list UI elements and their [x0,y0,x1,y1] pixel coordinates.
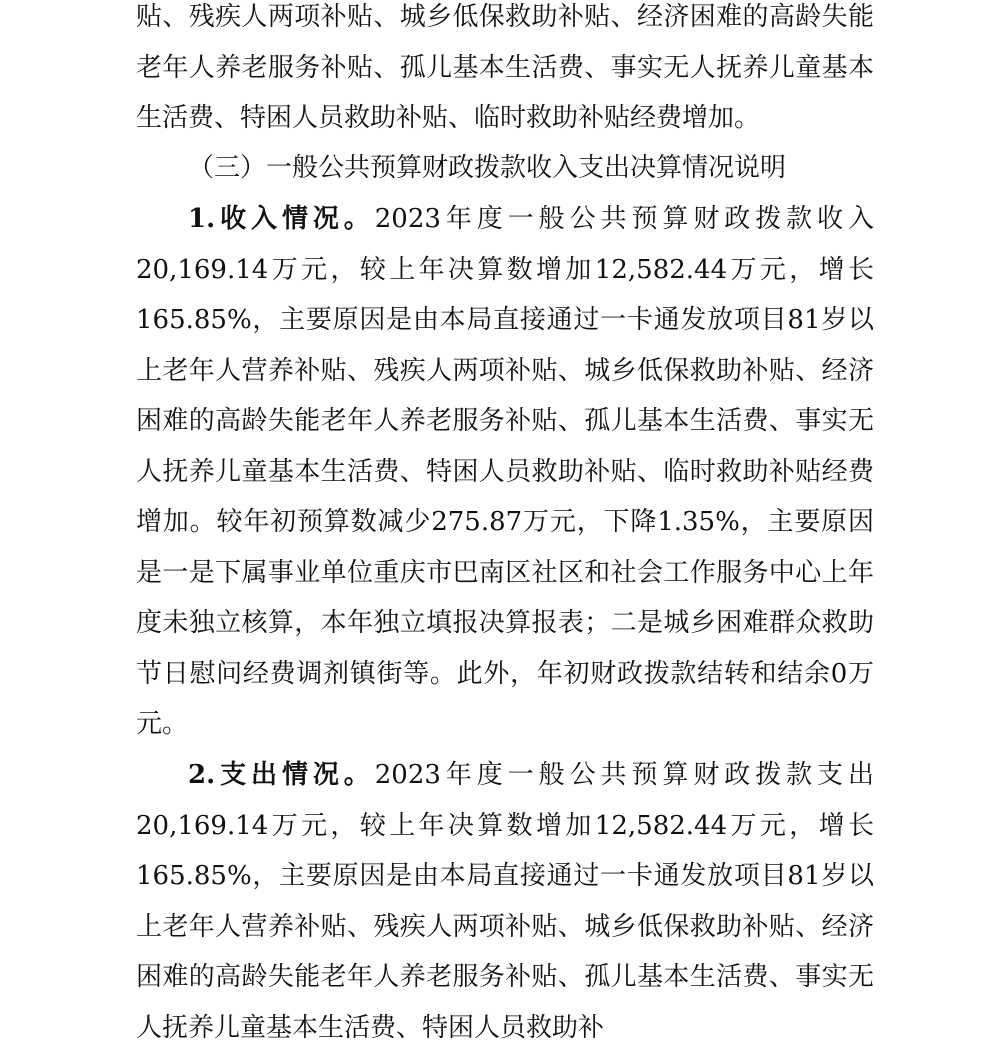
expenditure-lead: 2.支出情况。 [188,760,375,790]
income-lead: 1.收入情况。 [188,204,375,234]
expenditure-text: 2023年度一般公共预算财政拨款支出20,169.14万元，较上年决算数增加12,582.44万元，增长165.85%，主要原因是由本局直接通过一卡通发放项目81岁以上老年人营养补贴、残疾人两项补贴、城乡低保救助补贴、经济困难的高龄失能老年人养老服务补贴、孤儿基本生活费、事实无人抚养儿童基本生活费、特困人员救助补 [136,760,874,1043]
income-paragraph [136,194,874,750]
expenditure-paragraph [136,750,874,1043]
paragraph-continuation: 贴、残疾人两项补贴、城乡低保救助补贴、经济困难的高龄失能老年人养老服务补贴、孤儿基本生活费、事实无人抚养儿童基本生活费、特困人员救助补贴、临时救助补贴经费增加。 [136,2,874,133]
section-heading: （三）一般公共预算财政拨款收入支出决算情况说明 [188,153,787,183]
income-text: 2023年度一般公共预算财政拨款收入20,169.14万元，较上年决算数增加12,582.44万元，增长165.85%，主要原因是由本局直接通过一卡通发放项目81岁以上老年人营养补贴、残疾人两项补贴、城乡低保救助补贴、经济困难的高龄失能老年人养老服务补贴、孤儿基本生活费、事实无人抚养儿童基本生活费、特困人员救助补贴、临时救助补贴经费增加。较年初预算数减少275.87万元，下降1.35%，主要原因是一是下属事业单位重庆市巴南区社区和社会工作服务中心上年度未独立核算，本年独立填报决算报表；二是城乡困难群众救助节日慰问经费调剂镇街等。此外，年初财政拨款结转和结余0万元。 [136,204,874,739]
